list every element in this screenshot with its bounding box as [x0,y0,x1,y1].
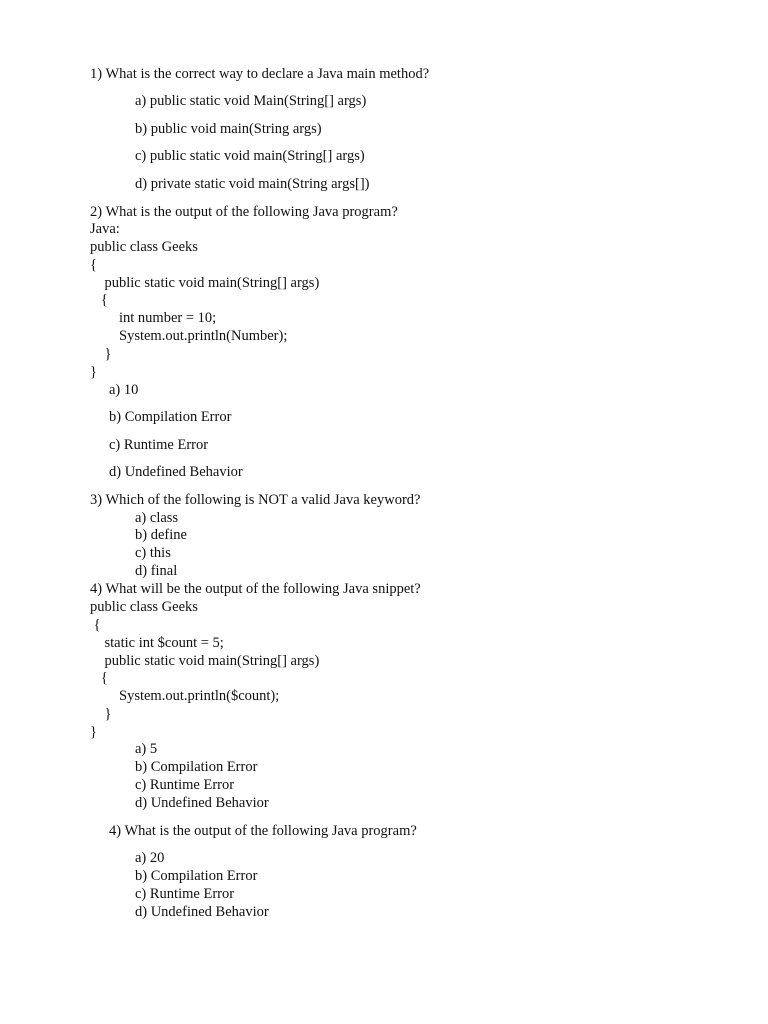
code-line: public static void main(String[] args) [90,653,320,669]
question-2-option-b: b) Compilation Error [109,409,232,425]
code-line: public class Geeks [90,239,198,255]
code-line: } [90,724,97,740]
question-1-option-a: a) public static void Main(String[] args) [135,93,367,109]
code-line: { [90,257,97,273]
code-line: { [90,292,108,308]
code-line: System.out.println(Number); [90,328,288,344]
code-line: static int $count = 5; [90,635,224,651]
question-1-option-b: b) public void main(String args) [135,121,322,137]
question-4-option-b: b) Compilation Error [135,759,258,775]
question-2-option-c: c) Runtime Error [109,437,209,453]
question-2-option-d: d) Undefined Behavior [109,464,243,480]
code-line: } [90,706,112,722]
question-3-option-c: c) this [135,545,171,561]
question-2-text: 2) What is the output of the following Java program? [90,204,398,220]
question-1-text: 1) What is the correct way to declare a Java main method? [90,66,430,82]
question-5-text: 4) What is the output of the following Java program? [109,823,417,839]
question-3-option-a: a) class [135,510,179,526]
question-4-option-c: c) Runtime Error [135,777,235,793]
code-line: } [90,346,112,362]
code-line: { [90,670,108,686]
question-4-option-a: a) 5 [135,741,158,757]
question-5-option-a: a) 20 [135,850,165,866]
question-3-option-b: b) define [135,527,187,543]
code-line: { [90,617,101,633]
question-5-option-b: b) Compilation Error [135,868,258,884]
code-line: public static void main(String[] args) [90,275,320,291]
question-1-option-c: c) public static void main(String[] args) [135,148,365,164]
question-4-text: 4) What will be the output of the following Java snippet? [90,581,421,597]
question-2-option-a: a) 10 [109,382,139,398]
code-line: Java: [90,221,120,237]
question-3-text: 3) Which of the following is NOT a valid Java keyword? [90,492,421,508]
question-4-option-d: d) Undefined Behavior [135,795,269,811]
question-5-option-d: d) Undefined Behavior [135,904,269,920]
code-line: } [90,364,97,380]
code-line: System.out.println($count); [90,688,280,704]
question-5-option-c: c) Runtime Error [135,886,235,902]
question-3-option-d: d) final [135,563,178,579]
code-line: int number = 10; [90,310,217,326]
question-1-option-d: d) private static void main(String args[]) [135,176,370,192]
code-line: public class Geeks [90,599,198,615]
